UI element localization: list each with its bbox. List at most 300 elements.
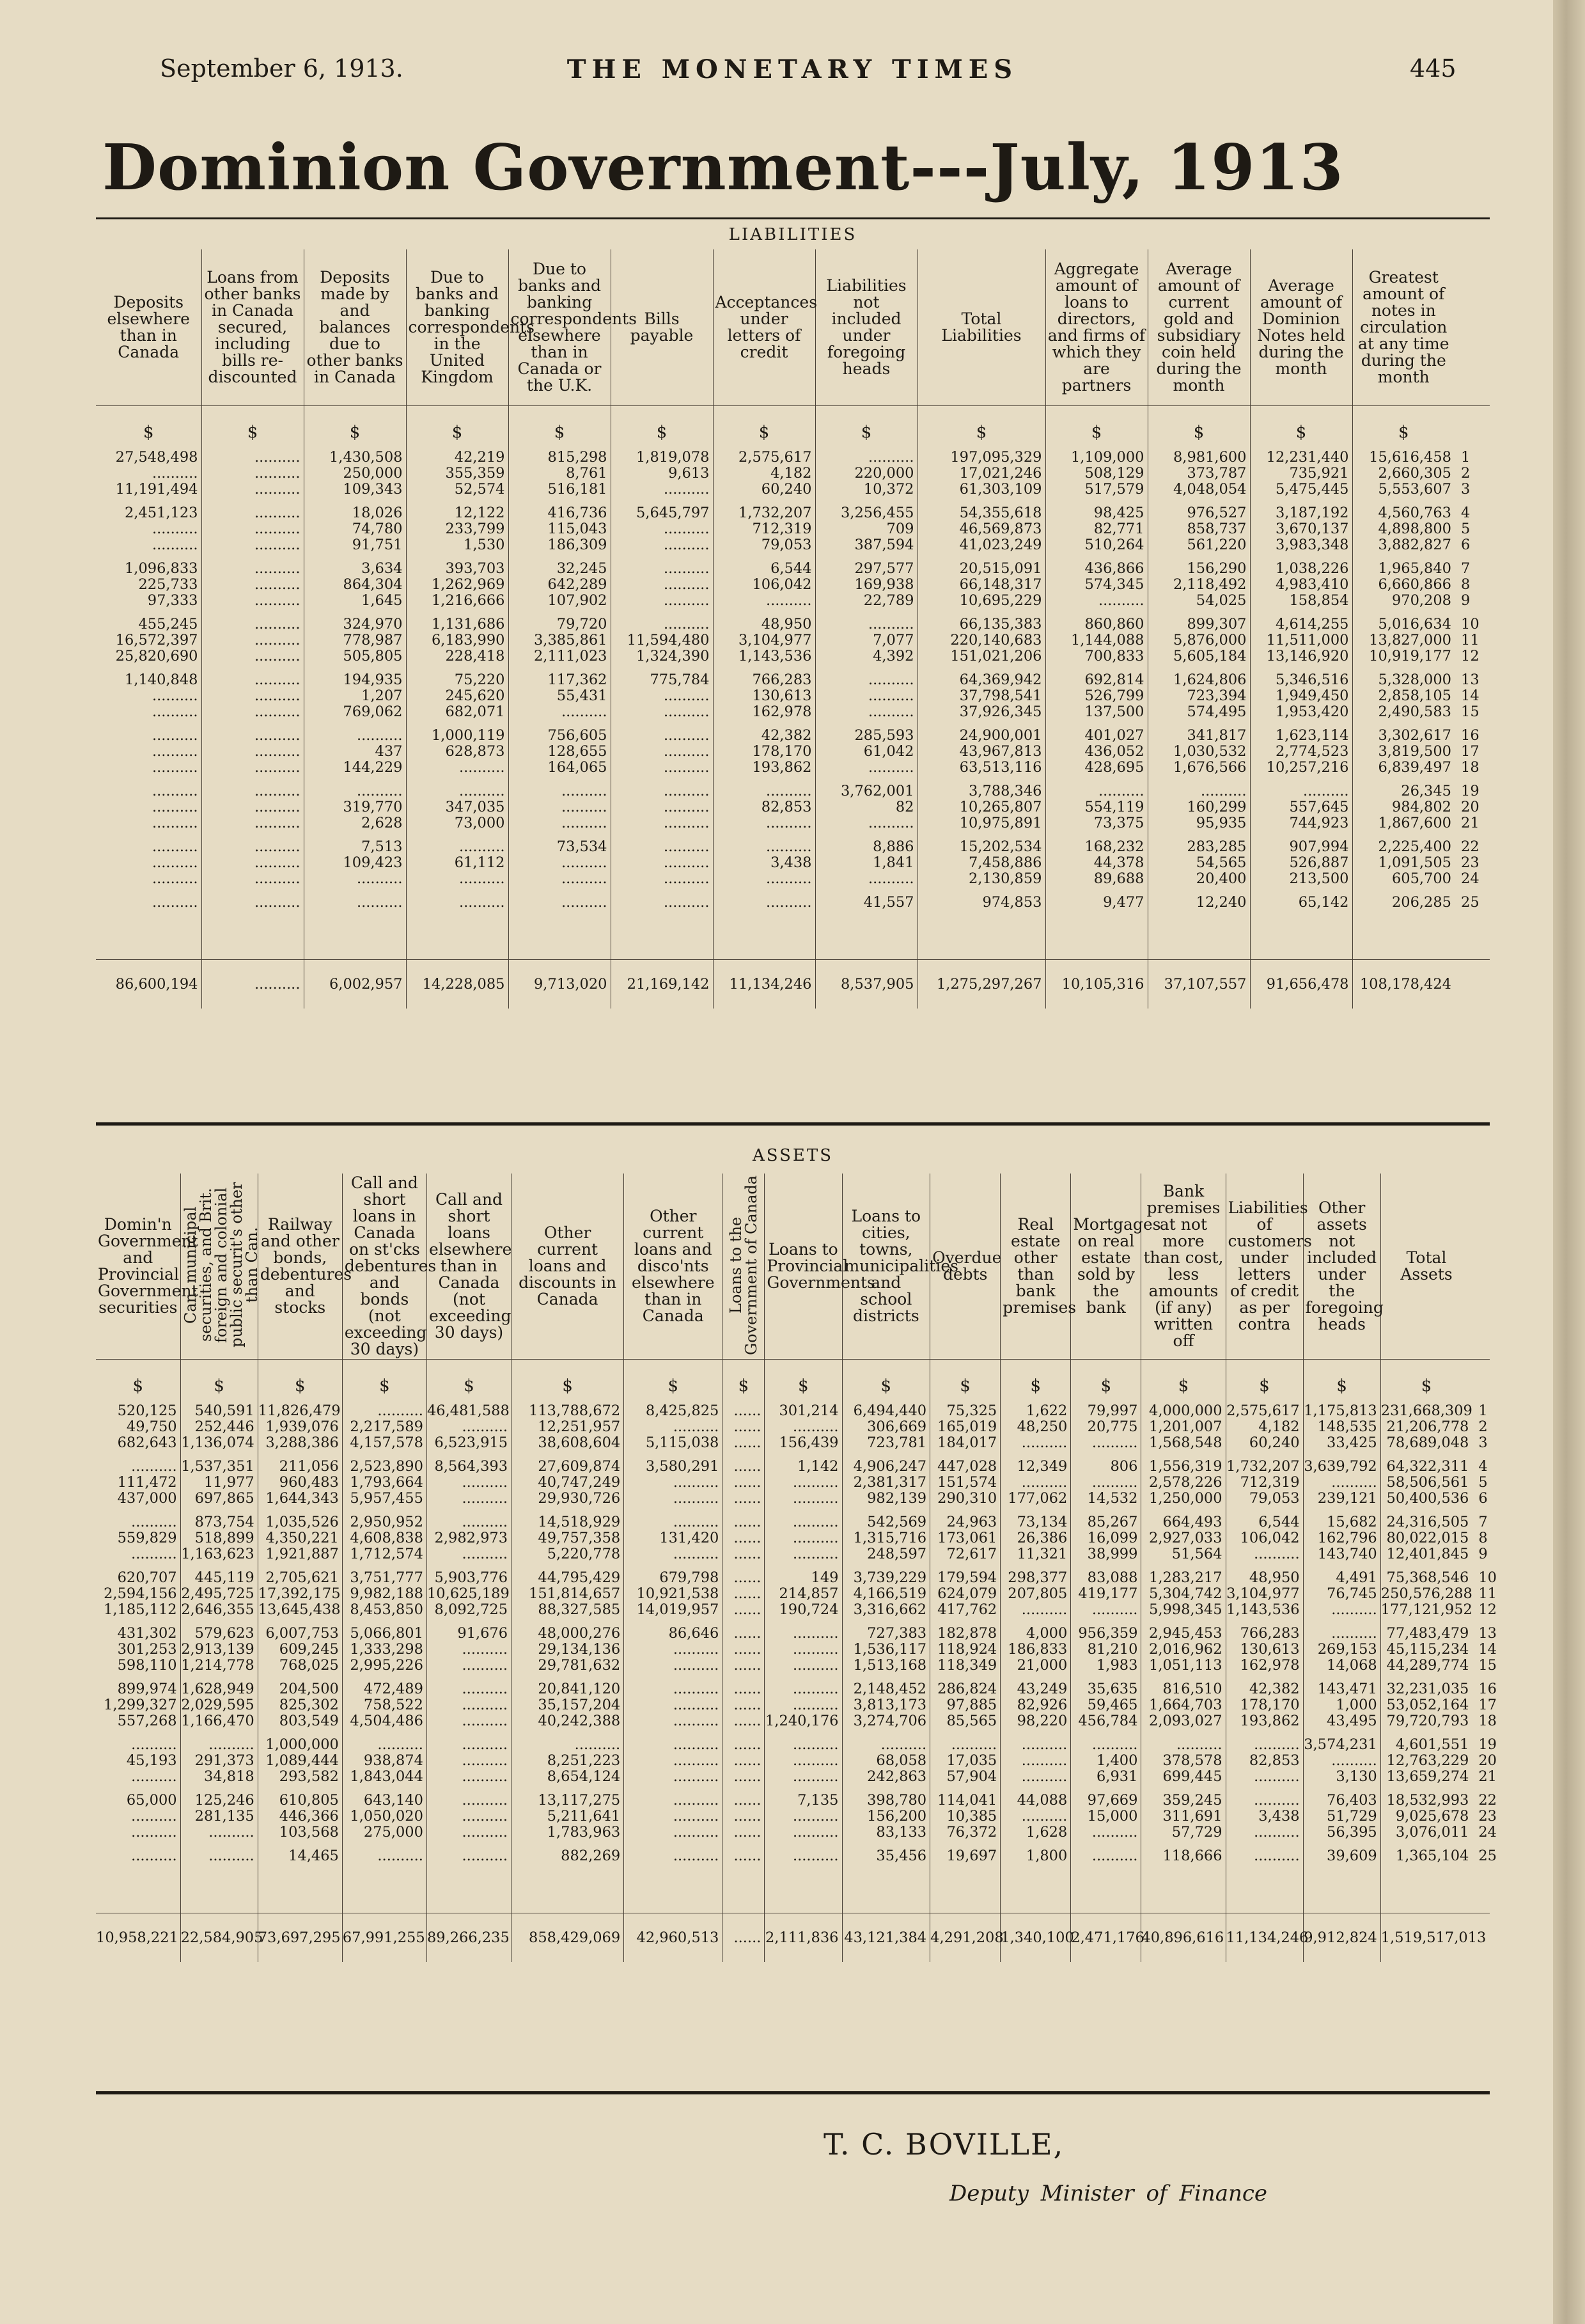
- table-cell: 2,995,226: [342, 1658, 426, 1674]
- column-header: Total Assets: [1380, 1174, 1472, 1360]
- table-cell: 20,515,091: [917, 553, 1045, 577]
- header-date: September 6, 1913.: [160, 54, 403, 82]
- table-cell: 1,793,664: [342, 1475, 426, 1491]
- currency-symbol: $: [1141, 1360, 1226, 1396]
- currency-symbol: $: [624, 1360, 722, 1396]
- table-cell: ..........: [611, 577, 713, 593]
- row-number: 5: [1461, 521, 1471, 537]
- table-row: [96, 799, 1490, 815]
- total-cell: 2,471,176: [1071, 1913, 1141, 1963]
- header-magazine-title: THE MONETARY TIMES: [566, 54, 1019, 84]
- table-cell: 2,381,317: [842, 1475, 930, 1491]
- column-header: Aggregate amount of loans to directors, and firms of which they are partners: [1045, 249, 1148, 406]
- table-cell: ..........: [1303, 1753, 1380, 1769]
- table-cell: 46,569,873: [917, 521, 1045, 537]
- table-cell: 557,645: [1250, 799, 1352, 815]
- table-cell: 436,866: [1045, 553, 1148, 577]
- column-header: Can. municipal securities, and Brit. foreign and colonial public securit's other than Can.: [180, 1174, 258, 1360]
- table-row: [96, 1785, 1490, 1809]
- table-cell: 1,140,848: [124, 671, 198, 688]
- table-cell: 899,307: [1148, 609, 1250, 632]
- table-cell: 95,935: [1148, 815, 1250, 831]
- column-header: Mortgages on real estate sold by the bank: [1071, 1174, 1141, 1360]
- table-cell: 178,170: [1226, 1697, 1303, 1713]
- table-cell: ..........: [611, 609, 713, 632]
- table-cell: 82: [815, 799, 917, 815]
- table-cell: 1,939,076: [258, 1419, 342, 1435]
- table-cell: ..........: [1226, 1769, 1303, 1785]
- table-cell: ..........: [426, 1753, 511, 1769]
- table-cell: 7,513: [304, 831, 406, 855]
- table-cell: 48,000,276: [511, 1618, 624, 1642]
- table-cell: 2,490,583: [1352, 704, 1455, 720]
- table-cell: 643,140: [342, 1785, 426, 1809]
- table-cell: ..........: [1001, 1809, 1071, 1825]
- table-cell: ..........: [201, 593, 304, 609]
- table-cell: 1,841: [815, 855, 917, 871]
- table-row: [96, 1753, 1490, 1769]
- table-cell: ......: [722, 1825, 765, 1841]
- table-cell: ..........: [1226, 1825, 1303, 1841]
- table-cell: 1,030,532: [1148, 744, 1250, 760]
- table-cell: 4,048,054: [1148, 482, 1250, 498]
- currency-symbol: $: [930, 1360, 1001, 1396]
- table-cell: 816,510: [1141, 1674, 1226, 1697]
- table-cell: 393,703: [406, 553, 508, 577]
- table-cell: 54,355,618: [917, 498, 1045, 521]
- table-cell: 679,798: [624, 1562, 722, 1586]
- table-cell: 63,513,116: [917, 760, 1045, 776]
- table-row: [96, 553, 1490, 577]
- table-cell: ......: [722, 1507, 765, 1530]
- table-cell: 1,676,566: [1148, 760, 1250, 776]
- table-cell: 5,328,000: [1352, 664, 1455, 688]
- table-cell: 51,729: [1303, 1809, 1380, 1825]
- header-page-number: 445: [1410, 54, 1456, 82]
- table-cell: 712,319: [1226, 1475, 1303, 1491]
- table-cell: 723,781: [842, 1435, 930, 1451]
- currency-symbol: $: [765, 1360, 842, 1396]
- table-cell: 48,950: [713, 609, 815, 632]
- table-cell: ..........: [815, 815, 917, 831]
- table-cell: 579,623: [180, 1618, 258, 1642]
- table-cell: 130,613: [713, 688, 815, 704]
- column-header: Other current loans and discounts in Canada: [511, 1174, 624, 1360]
- table-cell: ..........: [508, 887, 611, 915]
- table-cell: 10,921,538: [624, 1586, 722, 1602]
- table-cell: 26,386: [1001, 1530, 1071, 1546]
- table-row: [96, 688, 1490, 704]
- row-number: 24: [1461, 870, 1480, 887]
- column-header: Call and short loans in Canada on st'cks debentures and bonds (not exceeding 30 days): [342, 1174, 426, 1360]
- table-row: [96, 776, 1490, 799]
- table-cell: ..........: [201, 720, 304, 744]
- table-row: [96, 1562, 1490, 1586]
- table-cell: ..........: [426, 1769, 511, 1785]
- row-number: 25: [1478, 1848, 1497, 1864]
- table-cell: ..........: [930, 1729, 1001, 1753]
- table-cell: ..........: [624, 1809, 722, 1825]
- table-cell: 4,166,519: [842, 1586, 930, 1602]
- table-cell: ..........: [611, 704, 713, 720]
- table-cell: 692,814: [1045, 664, 1148, 688]
- table-cell: 18,532,993: [1380, 1785, 1472, 1809]
- table-cell: 283,285: [1148, 831, 1250, 855]
- table-cell: 233,799: [406, 521, 508, 537]
- table-cell: 11,321: [1001, 1546, 1071, 1562]
- table-row: [96, 632, 1490, 648]
- total-cell: 14,228,085: [406, 960, 508, 1009]
- table-cell: 211,056: [258, 1451, 342, 1475]
- table-cell: 73,000: [406, 815, 508, 831]
- table-cell: ..........: [426, 1841, 511, 1868]
- table-cell: 416,736: [508, 498, 611, 521]
- table-cell: 66,135,383: [917, 609, 1045, 632]
- table-cell: 35,456: [842, 1841, 930, 1868]
- table-cell: ..........: [765, 1825, 842, 1841]
- table-cell: ..........: [765, 1546, 842, 1562]
- table-cell: 1,250,000: [1141, 1491, 1226, 1507]
- table-cell: 1,185,112: [104, 1601, 177, 1618]
- table-cell: 4,601,551: [1380, 1729, 1472, 1753]
- table-cell: 1,000,119: [406, 720, 508, 744]
- table-cell: 4,608,838: [342, 1530, 426, 1546]
- table-cell: 109,343: [304, 482, 406, 498]
- table-cell: 242,863: [842, 1769, 930, 1785]
- table-cell: 1,983: [1071, 1658, 1141, 1674]
- total-cell: 22,584,905: [180, 1913, 258, 1963]
- table-cell: ..........: [611, 776, 713, 799]
- total-cell: 2,111,836: [765, 1913, 842, 1963]
- table-cell: ..........: [152, 854, 198, 871]
- table-cell: ..........: [201, 744, 304, 760]
- table-cell: 5,304,742: [1141, 1586, 1226, 1602]
- table-row: [96, 871, 1490, 887]
- table-cell: 54,025: [1148, 593, 1250, 609]
- table-cell: ..........: [611, 815, 713, 831]
- table-cell: ..........: [426, 1546, 511, 1562]
- table-cell: 106,042: [1226, 1530, 1303, 1546]
- table-cell: 48,950: [1226, 1562, 1303, 1586]
- table-cell: 3,580,291: [624, 1451, 722, 1475]
- table-cell: 98,425: [1045, 498, 1148, 521]
- table-cell: 1,732,207: [1226, 1451, 1303, 1475]
- table-cell: 1,315,716: [842, 1530, 930, 1546]
- table-row: [96, 1729, 1490, 1753]
- total-cell: 10,105,316: [1045, 960, 1148, 1009]
- table-cell: ..........: [765, 1841, 842, 1868]
- total-cell: 10,958,221: [96, 1913, 180, 1963]
- table-cell: 7,077: [815, 632, 917, 648]
- table-cell: 712,319: [713, 521, 815, 537]
- table-cell: 49,750: [126, 1418, 177, 1435]
- table-cell: ..........: [611, 871, 713, 887]
- table-cell: 220,000: [815, 466, 917, 482]
- table-cell: 976,527: [1148, 498, 1250, 521]
- table-cell: 79,997: [1071, 1395, 1141, 1419]
- table-cell: 769,062: [304, 704, 406, 720]
- table-cell: 4,182: [713, 466, 815, 482]
- table-row: [96, 498, 1490, 521]
- total-cell: 91,656,478: [1250, 960, 1352, 1009]
- table-cell: 517,579: [1045, 482, 1148, 498]
- table-cell: ..........: [426, 1491, 511, 1507]
- currency-symbol: $: [713, 406, 815, 443]
- currency-symbol: $: [1045, 406, 1148, 443]
- table-cell: 103,568: [258, 1825, 342, 1841]
- table-cell: 85,565: [930, 1713, 1001, 1729]
- table-cell: 3,076,011: [1380, 1825, 1472, 1841]
- table-cell: 186,833: [1001, 1642, 1071, 1658]
- table-cell: 1,664,703: [1141, 1697, 1226, 1713]
- table-cell: 4,182: [1226, 1419, 1303, 1435]
- table-cell: ..........: [304, 776, 406, 799]
- table-cell: 628,873: [406, 744, 508, 760]
- table-cell: 3,639,792: [1303, 1451, 1380, 1475]
- table-cell: 79,720: [508, 609, 611, 632]
- table-cell: ..........: [406, 831, 508, 855]
- table-cell: ..........: [201, 521, 304, 537]
- table-cell: 54,565: [1148, 855, 1250, 871]
- table-cell: 4,614,255: [1250, 609, 1352, 632]
- row-number: 23: [1478, 1808, 1497, 1825]
- table-cell: 806: [1071, 1451, 1141, 1475]
- table-cell: 1,819,078: [611, 442, 713, 466]
- table-cell: 12,231,440: [1250, 442, 1352, 466]
- currency-symbol: $: [143, 423, 154, 442]
- table-cell: 12,401,845: [1380, 1546, 1472, 1562]
- liabilities-table: [96, 249, 1490, 1009]
- table-cell: ..........: [508, 815, 611, 831]
- total-cell: 67,991,255: [342, 1913, 426, 1963]
- table-cell: ..........: [426, 1825, 511, 1841]
- table-cell: ..........: [131, 1848, 177, 1864]
- row-number: 4: [1461, 505, 1471, 521]
- table-cell: 13,659,274: [1380, 1769, 1472, 1785]
- table-cell: 9,025,678: [1380, 1809, 1472, 1825]
- table-cell: ..........: [1001, 1753, 1071, 1769]
- table-cell: 378,578: [1141, 1753, 1226, 1769]
- table-cell: ..........: [842, 1729, 930, 1753]
- table-cell: 45,193: [126, 1752, 177, 1769]
- table-cell: 11,191,494: [115, 481, 198, 498]
- table-cell: 177,121,952: [1380, 1601, 1472, 1618]
- table-cell: ......: [722, 1729, 765, 1753]
- table-cell: ..........: [765, 1674, 842, 1697]
- table-cell: ..........: [1303, 1475, 1380, 1491]
- table-cell: ..........: [152, 838, 198, 855]
- table-cell: ..........: [1226, 1841, 1303, 1868]
- table-cell: ..........: [131, 1736, 177, 1753]
- table-cell: 286,824: [930, 1674, 1001, 1697]
- table-cell: ..........: [1226, 1546, 1303, 1562]
- table-cell: ..........: [1071, 1435, 1141, 1451]
- table-cell: 624,079: [930, 1586, 1001, 1602]
- table-cell: 437: [304, 744, 406, 760]
- table-cell: 98,220: [1001, 1713, 1071, 1729]
- table-cell: 250,000: [304, 466, 406, 482]
- table-cell: 4,983,410: [1250, 577, 1352, 593]
- table-cell: 324,970: [304, 609, 406, 632]
- table-cell: ......: [722, 1785, 765, 1809]
- table-cell: ..........: [713, 776, 815, 799]
- table-cell: ..........: [611, 482, 713, 498]
- table-cell: 6,839,497: [1352, 760, 1455, 776]
- table-cell: ..........: [713, 887, 815, 915]
- table-row: [96, 831, 1490, 855]
- table-cell: 34,818: [180, 1769, 258, 1785]
- table-cell: 37,926,345: [917, 704, 1045, 720]
- table-cell: 81,210: [1071, 1642, 1141, 1658]
- table-row: [96, 577, 1490, 593]
- row-number: 20: [1478, 1752, 1497, 1769]
- table-cell: 17,035: [930, 1753, 1001, 1769]
- table-cell: 1,628: [1001, 1825, 1071, 1841]
- table-cell: 3,751,777: [342, 1562, 426, 1586]
- table-cell: 542,569: [842, 1507, 930, 1530]
- table-cell: 2,130,859: [917, 871, 1045, 887]
- table-cell: ..........: [624, 1658, 722, 1674]
- table-cell: 15,682: [1303, 1507, 1380, 1530]
- table-cell: ..........: [426, 1658, 511, 1674]
- table-cell: 12,122: [406, 498, 508, 521]
- table-cell: 75,325: [930, 1395, 1001, 1419]
- table-cell: 52,574: [406, 482, 508, 498]
- table-cell: 14,532: [1071, 1491, 1141, 1507]
- table-cell: 13,645,438: [258, 1602, 342, 1618]
- table-cell: 40,242,388: [511, 1713, 624, 1729]
- table-cell: 1,333,298: [342, 1642, 426, 1658]
- table-cell: 2,705,621: [258, 1562, 342, 1586]
- table-cell: 1,000,000: [258, 1729, 342, 1753]
- table-cell: 91,751: [304, 537, 406, 553]
- table-cell: ..........: [713, 815, 815, 831]
- table-cell: 1,091,505: [1352, 855, 1455, 871]
- table-cell: ..........: [131, 1768, 177, 1785]
- table-cell: 2,646,355: [180, 1602, 258, 1618]
- table-cell: 61,303,109: [917, 482, 1045, 498]
- table-cell: ..........: [1001, 1475, 1071, 1491]
- table-cell: 960,483: [258, 1475, 342, 1491]
- total-cell: 1,275,297,267: [917, 960, 1045, 1009]
- table-cell: 130,613: [1226, 1642, 1303, 1658]
- table-cell: 3,438: [713, 855, 815, 871]
- table-cell: 61,112: [406, 855, 508, 871]
- table-cell: 699,445: [1141, 1769, 1226, 1785]
- table-cell: 956,359: [1071, 1618, 1141, 1642]
- table-cell: 2,029,595: [180, 1697, 258, 1713]
- table-cell: ......: [722, 1586, 765, 1602]
- table-cell: 1,262,969: [406, 577, 508, 593]
- table-cell: 1,143,536: [713, 648, 815, 664]
- table-cell: 2,578,226: [1141, 1475, 1226, 1491]
- table-cell: ..........: [201, 482, 304, 498]
- table-cell: 1,207: [304, 688, 406, 704]
- table-cell: 1,143,536: [1226, 1602, 1303, 1618]
- table-cell: 182,878: [930, 1618, 1001, 1642]
- table-row: [96, 521, 1490, 537]
- page-title: Dominion Government---July, 1913: [102, 131, 1344, 205]
- table-cell: 1,175,813: [1303, 1395, 1380, 1419]
- table-cell: ..........: [624, 1785, 722, 1809]
- table-cell: 1,732,207: [713, 498, 815, 521]
- table-cell: 214,857: [765, 1586, 842, 1602]
- table-cell: ..........: [611, 553, 713, 577]
- table-cell: 1,299,327: [104, 1697, 177, 1713]
- table-cell: 2,950,952: [342, 1507, 426, 1530]
- table-cell: 11,511,000: [1250, 632, 1352, 648]
- table-cell: 43,249: [1001, 1674, 1071, 1697]
- currency-symbol: $: [722, 1360, 765, 1396]
- total-cell: 21,169,142: [611, 960, 713, 1009]
- currency-symbol: $: [132, 1376, 144, 1395]
- table-cell: ..........: [765, 1753, 842, 1769]
- table-cell: 76,403: [1303, 1785, 1380, 1809]
- row-number: 2: [1478, 1418, 1488, 1435]
- table-cell: 56,395: [1303, 1825, 1380, 1841]
- table-cell: 168,232: [1045, 831, 1148, 855]
- table-cell: 437,000: [117, 1490, 177, 1507]
- table-cell: 50,400,536: [1380, 1491, 1472, 1507]
- table-cell: 16,572,397: [115, 632, 198, 648]
- table-cell: ..........: [508, 871, 611, 887]
- table-cell: 1,201,007: [1141, 1419, 1226, 1435]
- title-rule: [96, 217, 1490, 219]
- total-cell: 43,121,384: [842, 1913, 930, 1963]
- table-cell: ..........: [765, 1419, 842, 1435]
- table-cell: 7,458,886: [917, 855, 1045, 871]
- table-cell: 3,574,231: [1303, 1729, 1380, 1753]
- table-cell: ..........: [201, 609, 304, 632]
- table-cell: 1,645: [304, 593, 406, 609]
- table-cell: 574,495: [1148, 704, 1250, 720]
- table-cell: 3,274,706: [842, 1713, 930, 1729]
- column-header: Domin'n Government and Provincial Government securities: [96, 1174, 180, 1360]
- table-cell: 79,053: [1226, 1491, 1303, 1507]
- table-cell: 1,051,113: [1141, 1658, 1226, 1674]
- table-cell: ......: [722, 1674, 765, 1697]
- table-cell: ..........: [180, 1729, 258, 1753]
- table-cell: ..........: [201, 648, 304, 664]
- table-cell: ..........: [426, 1785, 511, 1809]
- currency-symbol: $: [342, 1360, 426, 1396]
- table-cell: 974,853: [917, 887, 1045, 915]
- table-cell: 1,949,450: [1250, 688, 1352, 704]
- row-number: 10: [1478, 1569, 1497, 1586]
- table-cell: 41,023,249: [917, 537, 1045, 553]
- table-cell: ..........: [765, 1475, 842, 1491]
- table-cell: 193,862: [713, 760, 815, 776]
- table-cell: 225,733: [138, 576, 198, 593]
- table-cell: 355,359: [406, 466, 508, 482]
- table-cell: 5,016,634: [1352, 609, 1455, 632]
- table-cell: 207,805: [1001, 1586, 1071, 1602]
- currency-symbol: $: [1380, 1360, 1472, 1396]
- table-cell: ..........: [765, 1618, 842, 1642]
- table-cell: ..........: [201, 664, 304, 688]
- total-cell: 6,002,957: [304, 960, 406, 1009]
- table-cell: 114,041: [930, 1785, 1001, 1809]
- table-row: [96, 1475, 1490, 1491]
- table-cell: 3,104,977: [713, 632, 815, 648]
- column-header: Overdue debts: [930, 1174, 1001, 1360]
- table-cell: 75,368,546: [1380, 1562, 1472, 1586]
- table-cell: 373,787: [1148, 466, 1250, 482]
- table-cell: 2,148,452: [842, 1674, 930, 1697]
- row-number: 20: [1461, 799, 1480, 815]
- row-number: 23: [1461, 854, 1480, 871]
- table-cell: 21,000: [1001, 1658, 1071, 1674]
